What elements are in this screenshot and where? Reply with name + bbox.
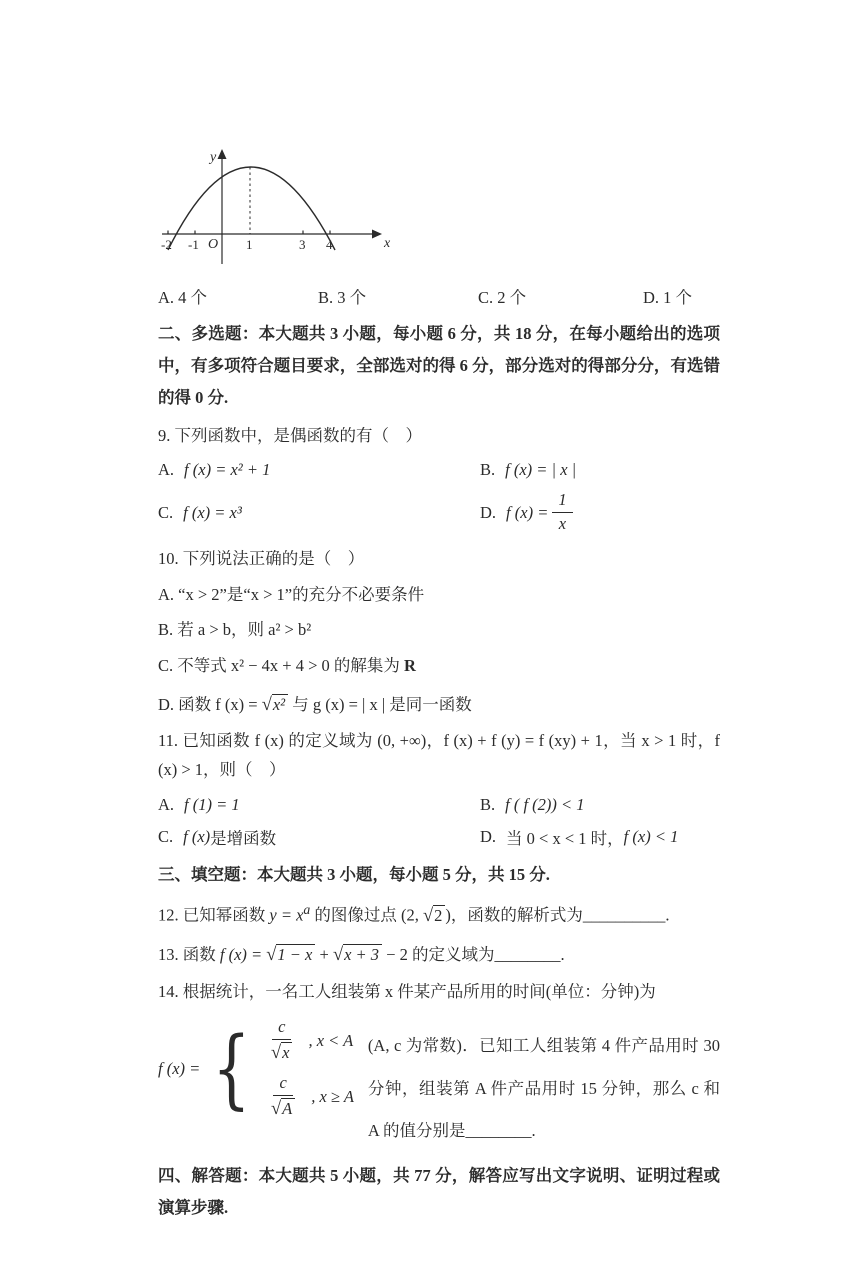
question-9-options-row-2	[158, 490, 720, 534]
option-d: D. 1 个	[643, 288, 693, 307]
option-c	[158, 503, 480, 523]
option-label: B.	[480, 795, 496, 815]
y-axis-label: y	[210, 150, 217, 165]
question-14-body	[158, 1013, 720, 1151]
option-a	[158, 795, 480, 815]
section-2-header: 二、多选题：本大题共 3 小题，每小题 6 分，共 18 分，在每小题给出的选项中，有多项符合题目要求，全部选对的得 6 分，部分选对的得部分分，有选错的得 0 分.	[158, 324, 720, 408]
radicand: 1 − x	[276, 944, 315, 964]
option-c: C. 2 个	[478, 288, 527, 307]
statement-text: D. 函数 f (x) =	[158, 695, 258, 715]
parabola-graph	[160, 146, 720, 272]
option-label: A.	[158, 460, 175, 480]
radicand: 2	[433, 905, 445, 925]
option-formula: f (x) < 1	[623, 827, 679, 847]
graph-canvas	[160, 146, 398, 272]
question-13	[158, 938, 720, 970]
radical-icon: √	[271, 1042, 282, 1063]
option-label: C.	[158, 827, 174, 847]
piecewise-cases	[261, 1017, 354, 1119]
fraction-denominator	[265, 1040, 298, 1064]
option-b	[480, 460, 720, 480]
case-row	[261, 1017, 354, 1064]
fraction-numerator: 1	[552, 490, 572, 513]
fraction-denominator: x	[558, 514, 567, 534]
square-root	[423, 906, 445, 925]
question-9-title: 9. 下列函数中，是偶函数的有（ ）	[158, 425, 422, 445]
option-d	[480, 490, 720, 534]
option-a: A. 4 个	[158, 288, 208, 307]
fraction	[265, 1073, 301, 1120]
question-text-with-blank: )，函数的解析式为__________.	[445, 905, 670, 925]
question-12	[158, 898, 720, 931]
radicand: x	[281, 1042, 292, 1062]
option-formula: f ( f (2)) < 1	[505, 795, 585, 815]
option-formula: f (x)	[183, 827, 211, 847]
y-axis-arrow-icon	[218, 149, 227, 159]
option-label: A.	[158, 795, 175, 815]
question-11-stem: 11. 已知函数 f (x) 的定义域为 (0, +∞)，f (x) + f (y) = f (xy) + 1，当 x > 1 时，f (x) > 1，则（ ）	[158, 731, 720, 780]
fraction-numerator: c	[272, 1017, 291, 1040]
question-9-options-row-1	[158, 460, 720, 480]
option-text: 是增函数	[210, 829, 277, 849]
question-text: 12. 已知幂函数	[158, 905, 270, 925]
option-formula: f (x) = x³	[183, 502, 242, 522]
case-condition: , x ≥ A	[311, 1086, 354, 1106]
question-10-option-c	[158, 652, 720, 681]
question-8-options	[158, 284, 720, 308]
statement-text: 与 g (x) = | x | 是同一函数	[292, 695, 472, 715]
tick-label: -1	[188, 237, 199, 252]
fraction	[552, 490, 572, 534]
function-lhs: f (x) =	[158, 1058, 201, 1078]
option-label: D.	[480, 502, 497, 522]
exponent: a	[303, 902, 311, 918]
square-root	[271, 1043, 292, 1062]
option-d	[480, 825, 720, 849]
question-14-text-with-blank: (A, c 为常数)．已知工人组装第 4 件产品用时 30 分钟，组装第 A 件产品用时 15 分钟，那么 c 和 A 的值分别是________.	[367, 1036, 720, 1140]
x-axis-arrow-icon	[372, 230, 382, 239]
option-formula: f (1) = 1	[184, 795, 240, 815]
option-label: B.	[480, 460, 496, 480]
radical-icon: √	[266, 944, 277, 965]
option-b	[480, 795, 720, 815]
question-14-intro: 14. 根据统计，一名工人组装第 x 件某产品所用的时间(单位：分钟)为	[158, 981, 656, 1001]
statement-text: C. 不等式 x² − 4x + 4 > 0 的解集为	[158, 656, 400, 676]
left-brace-icon: {	[212, 1018, 251, 1119]
option-c	[158, 825, 480, 849]
option-a	[158, 460, 480, 480]
piecewise-function	[158, 1017, 354, 1119]
case-condition: , x < A	[308, 1030, 354, 1050]
radicand: x + 3	[343, 944, 382, 964]
case-row	[261, 1073, 354, 1120]
option-formula: f (x) = x² + 1	[184, 460, 271, 480]
section-4-header: 四、解答题：本大题共 5 小题，共 77 分，解答应写出文字说明、证明过程或演算步骤.	[158, 1165, 720, 1217]
tick-label: -2	[161, 237, 172, 252]
square-root	[266, 945, 315, 964]
option-text: 当 0 < x < 1 时，	[506, 829, 624, 849]
function-lhs: f (x) =	[219, 945, 263, 965]
question-10-title: 10. 下列说法正确的是（ ）	[158, 548, 365, 568]
radical-icon: √	[271, 1097, 282, 1118]
question-text-with-blank: − 2 的定义域为________.	[386, 945, 565, 965]
question-10-option-b: B. 若 a > b，则 a² > b²	[158, 620, 312, 640]
question-10-option-d	[158, 688, 720, 720]
question-11-options-row-1	[158, 795, 720, 815]
tick-label: 4	[326, 237, 333, 252]
tick-label: 1	[246, 237, 253, 252]
question-text: 13. 函数	[158, 945, 220, 965]
option-formula: f (x) = | x |	[505, 460, 577, 480]
radical-icon: √	[261, 694, 272, 715]
radical-icon: √	[423, 904, 434, 925]
option-formula-lhs: f (x) =	[506, 502, 549, 522]
real-number-set-symbol: R	[404, 656, 416, 676]
radicand: x²	[272, 694, 288, 714]
question-text: 的图像过点 (2,	[310, 905, 419, 925]
square-root	[333, 945, 382, 964]
section-3-header: 三、填空题：本大题共 3 小题，每小题 5 分，共 15 分.	[158, 865, 550, 885]
square-root	[271, 1099, 295, 1118]
question-10-option-a: A. “x > 2”是“x > 1”的充分不必要条件	[158, 584, 425, 604]
fraction	[265, 1017, 298, 1064]
radical-icon: √	[332, 944, 344, 965]
x-axis-label: x	[384, 236, 391, 251]
power-function: y = x	[269, 905, 304, 925]
tick-label: 3	[299, 237, 306, 252]
fraction-numerator: c	[273, 1073, 292, 1096]
plus-sign: +	[319, 945, 329, 965]
option-b: B. 3 个	[318, 288, 367, 307]
radicand: A	[281, 1098, 295, 1118]
question-11-options-row-2	[158, 825, 720, 849]
square-root	[262, 695, 288, 714]
option-label: C.	[158, 502, 174, 522]
origin-label: O	[208, 237, 219, 252]
fraction-denominator	[265, 1096, 301, 1120]
option-label: D.	[480, 827, 497, 847]
